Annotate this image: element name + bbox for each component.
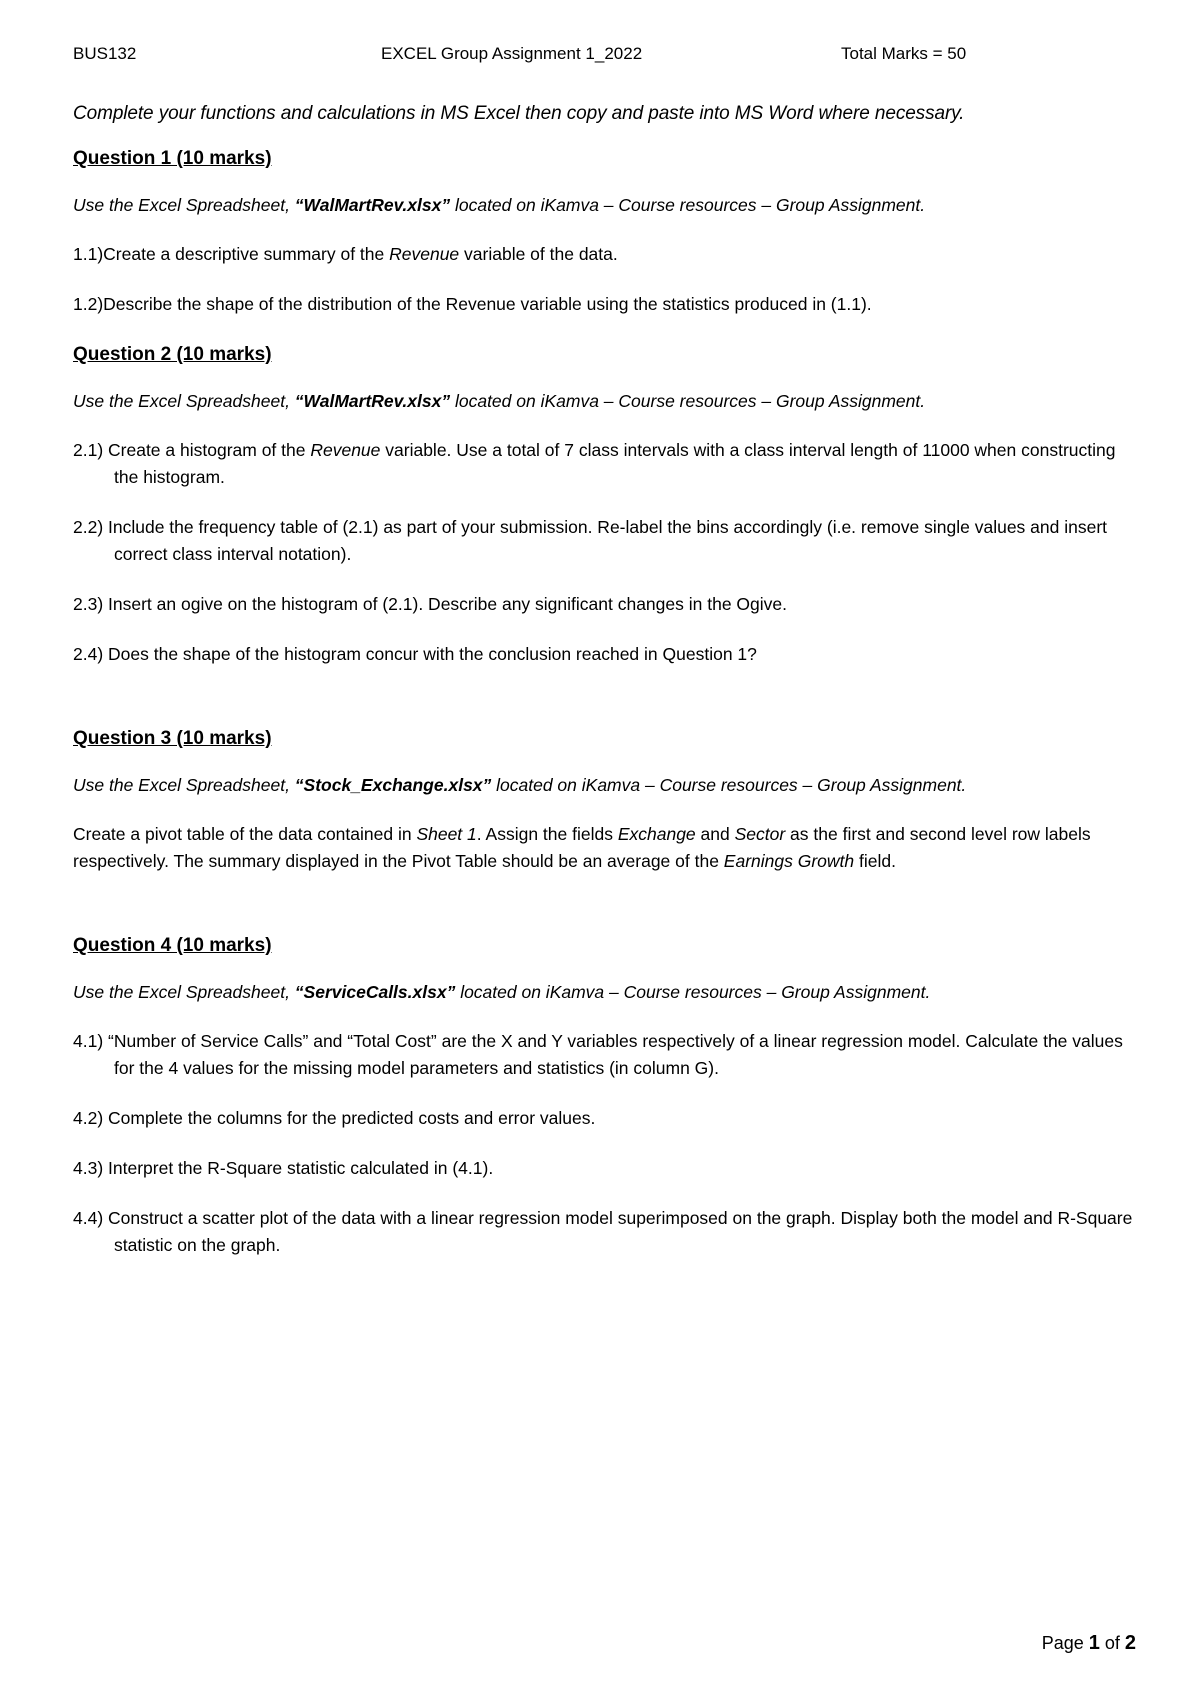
question-2-item-3: 2.3) Insert an ogive on the histogram of (2.1). Describe any significant changes in the Ogive.	[73, 594, 787, 614]
question-1-item-1: 1.1)Create a descriptive summary of the Revenue variable of the data.	[73, 244, 618, 264]
question-2-heading: Question 2 (10 marks)	[73, 344, 272, 365]
total-marks: Total Marks = 50	[841, 44, 967, 63]
question-1-file-instruction: Use the Excel Spreadsheet, “WalMartRev.xlsx” located on iKamva – Course resources – Group Assignment.	[73, 195, 926, 215]
question-3-paragraph: Create a pivot table of the data contained in Sheet 1. Assign the fields Exchange and Sector as the first and second level row labels respectively. The summary displayed in the Pivot Table should be an average of the Earnings Growth field.	[73, 824, 1091, 871]
question-2-item-1: 2.1) Create a histogram of the Revenue variable. Use a total of 7 class intervals with a class interval length of 11000 when constructing the histogram.	[73, 440, 1116, 487]
question-2-item-2: 2.2) Include the frequency table of (2.1) as part of your submission. Re-label the bins accordingly (i.e. remove single values and insert correct class interval notation).	[73, 517, 1108, 564]
question-1-heading: Question 1 (10 marks)	[73, 148, 272, 169]
page-number: Page 1 of 2	[1041, 1632, 1136, 1654]
question-4-filename: “ServiceCalls.xlsx”	[294, 982, 456, 1002]
question-4-item-2: 4.2) Complete the columns for the predicted costs and error values.	[73, 1108, 596, 1128]
question-4-item-3: 4.3) Interpret the R-Square statistic calculated in (4.1).	[73, 1158, 494, 1178]
question-4-item-1: 4.1) “Number of Service Calls” and “Total Cost” are the X and Y variables respectively of a linear regression model. Calculate the values for the 4 values for the missing model parameters and statistics (in column G).	[73, 1031, 1123, 1078]
intro-instruction: Complete your functions and calculations in MS Excel then copy and paste into MS Word where necessary.	[73, 103, 965, 124]
assignment-title: EXCEL Group Assignment 1_2022	[381, 44, 643, 63]
question-3-filename: “Stock_Exchange.xlsx”	[294, 775, 492, 795]
question-3-heading: Question 3 (10 marks)	[73, 728, 272, 749]
question-4-file-instruction: Use the Excel Spreadsheet, “ServiceCalls.xlsx” located on iKamva – Course resources – Group Assignment.	[73, 982, 931, 1002]
question-1-filename: “WalMartRev.xlsx”	[294, 195, 451, 215]
question-3-file-instruction: Use the Excel Spreadsheet, “Stock_Exchange.xlsx” located on iKamva – Course resources – Group Assignment.	[73, 775, 967, 795]
question-4-heading: Question 4 (10 marks)	[73, 935, 272, 956]
question-2-item-4: 2.4) Does the shape of the histogram concur with the conclusion reached in Question 1?	[73, 644, 757, 664]
question-1-item-2: 1.2)Describe the shape of the distribution of the Revenue variable using the statistics produced in (1.1).	[73, 294, 872, 314]
document-body	[73, 100, 1133, 1282]
question-2-filename: “WalMartRev.xlsx”	[294, 391, 451, 411]
question-4-item-4: 4.4) Construct a scatter plot of the data with a linear regression model superimposed on the graph. Display both the model and R-Square statistic on the graph.	[73, 1208, 1133, 1255]
course-code: BUS132	[73, 44, 137, 63]
page-header	[73, 44, 1133, 68]
question-2-file-instruction: Use the Excel Spreadsheet, “WalMartRev.xlsx” located on iKamva – Course resources – Group Assignment.	[73, 391, 926, 411]
